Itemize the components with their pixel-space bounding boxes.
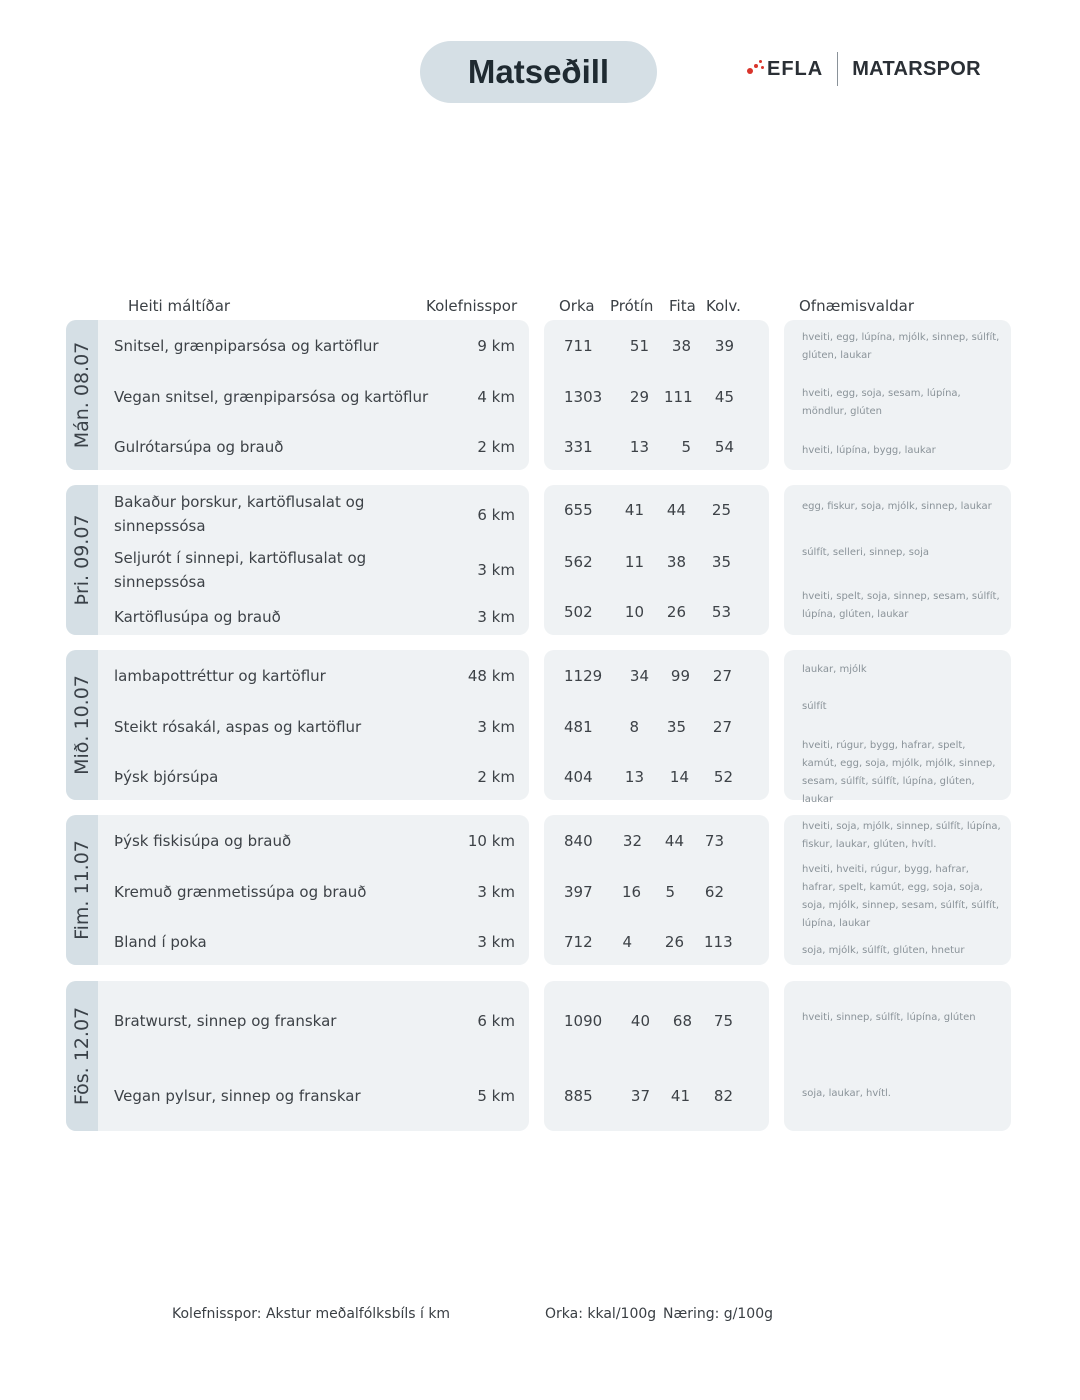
footer-carbon-note: Kolefnisspor: Akstur meðalfólksbíls í km [172, 1306, 451, 1322]
nutrition-block-wed [544, 650, 769, 800]
meal-energy: 655 [564, 501, 593, 519]
brand-logos [745, 52, 981, 86]
day-column [66, 650, 98, 800]
meal-fat: 44 [666, 501, 686, 519]
meal-carbon: 5 km [477, 1087, 515, 1105]
allergen-block-wed [784, 650, 1011, 805]
meal-allergens: hveiti, spelt, soja, sinnep, sesam, súlfít, lúpína, glúten, laukar [802, 591, 1000, 620]
meal-fat: 99 [670, 667, 690, 685]
nutrition-block-mon [544, 320, 769, 470]
meal-protein: 32 [622, 832, 642, 850]
allergen-block-mon [784, 320, 1011, 470]
nutrition-block-fri [544, 981, 769, 1131]
day-label: Mið. 10.07 [71, 675, 93, 775]
meal-fat: 14 [669, 768, 689, 786]
nutrition-block-tue [544, 485, 769, 635]
header-fat: Fita [669, 297, 696, 315]
meal-protein: 11 [624, 553, 644, 571]
meal-energy: 840 [564, 832, 593, 850]
meal-protein: 41 [624, 501, 644, 519]
meal-name: Bland í poka [114, 933, 207, 951]
allergen-block-tue [784, 485, 1011, 635]
meal-carbon: 3 km [477, 933, 515, 951]
meal-carbon: 10 km [467, 832, 515, 850]
meal-fat: 41 [670, 1087, 690, 1105]
page-title: Matseðill [420, 41, 657, 103]
meal-fat: 26 [666, 603, 686, 621]
day-column [66, 485, 98, 635]
day-column [66, 815, 98, 965]
meal-carbon: 3 km [477, 561, 515, 579]
meal-carbs: 27 [712, 667, 732, 685]
meal-name: Kartöflusúpa og brauð [114, 608, 281, 626]
nutrition-block-thu [544, 815, 769, 965]
meal-allergens: súlfít [802, 701, 827, 712]
meal-carbs: 54 [714, 438, 734, 456]
day-block-thu [66, 815, 529, 965]
meal-carbon: 3 km [477, 883, 515, 901]
meal-allergens: laukar, mjólk [802, 664, 867, 675]
matarspor-logo: MATARSPOR [852, 57, 981, 80]
meal-fat: 38 [671, 337, 691, 355]
meal-carbon: 4 km [477, 388, 515, 406]
header-allergens: Ofnæmisvaldar [799, 297, 915, 315]
meal-energy: 331 [564, 438, 593, 456]
meal-protein: 29 [629, 388, 649, 406]
meal-energy: 481 [564, 718, 593, 736]
meal-carbs: 27 [712, 718, 732, 736]
day-block-wed [66, 650, 529, 800]
meal-energy: 711 [564, 337, 593, 355]
meal-fat: 68 [672, 1012, 692, 1030]
meal-fat: 38 [666, 553, 686, 571]
header-protein: Prótín [610, 297, 654, 315]
meal-fat: 44 [664, 832, 684, 850]
meal-protein: 37 [630, 1087, 650, 1105]
meal-protein: 51 [629, 337, 649, 355]
meal-carbon: 6 km [477, 506, 515, 524]
meal-carbon: 3 km [477, 608, 515, 626]
meal-protein: 34 [629, 667, 649, 685]
meal-name: Steikt rósakál, aspas og kartöflur [114, 718, 362, 736]
meal-name: Bakaður þorskur, kartöflusalat og sinnepssósa [114, 493, 365, 535]
meal-protein: 13 [629, 438, 649, 456]
brand-divider [837, 52, 838, 86]
day-label: Fim. 11.07 [71, 840, 93, 940]
day-column [66, 981, 98, 1131]
meal-fat: 5 [665, 883, 675, 901]
meal-carbon: 2 km [477, 768, 515, 786]
meal-carbs: 52 [713, 768, 733, 786]
meal-carbs: 35 [711, 553, 731, 571]
meal-carbon: 9 km [477, 337, 515, 355]
meal-allergens: hveiti, hveiti, rúgur, bygg, hafrar, hafrar, spelt, kamút, egg, soja, soja, soja, mjólk, sinnep, sesam, súlfít, súlfít, lúpína, laukar [802, 864, 1000, 929]
allergen-block-thu [784, 815, 1011, 965]
meal-allergens: soja, laukar, hvítl. [802, 1088, 891, 1099]
meal-allergens: hveiti, sinnep, súlfít, lúpína, glúten [802, 1012, 976, 1023]
meal-carbs: 82 [713, 1087, 733, 1105]
header-meal: Heiti máltíðar [128, 297, 231, 315]
meal-energy: 712 [564, 933, 593, 951]
meal-fat: 26 [664, 933, 684, 951]
meal-carbon: 3 km [477, 718, 515, 736]
meal-energy: 397 [564, 883, 593, 901]
meal-protein: 16 [622, 883, 642, 901]
meal-energy: 885 [564, 1087, 593, 1105]
meal-allergens: egg, fiskur, soja, mjólk, sinnep, laukar [802, 501, 992, 512]
meal-carbs: 113 [704, 933, 733, 951]
meal-allergens: hveiti, egg, soja, sesam, lúpína, möndlur, glúten [802, 388, 961, 417]
meal-protein: 40 [630, 1012, 650, 1030]
meal-name: Gulrótarsúpa og brauð [114, 438, 284, 456]
meal-name: Kremuð grænmetissúpa og brauð [114, 883, 367, 901]
meal-name: Seljurót í sinnepi, kartöflusalat og sinnepssósa [114, 549, 367, 591]
meal-carbon: 2 km [477, 438, 515, 456]
meal-carbon: 48 km [467, 667, 515, 685]
meal-carbs: 25 [711, 501, 731, 519]
meal-allergens: hveiti, rúgur, bygg, hafrar, spelt, kamút, egg, soja, mjólk, mjólk, sinnep, sesam, súlfít, súlfít, lúpína, glúten, laukar [802, 740, 996, 805]
meal-allergens: soja, mjólk, súlfít, glúten, hnetur [802, 945, 965, 956]
day-column [66, 320, 98, 470]
header-carbs: Kolv. [706, 297, 741, 315]
meal-protein: 8 [629, 718, 639, 736]
meal-protein: 10 [624, 603, 644, 621]
meal-fat: 5 [681, 438, 691, 456]
meal-fat: 111 [664, 388, 693, 406]
meal-allergens: hveiti, lúpína, bygg, laukar [802, 445, 936, 456]
day-block-mon [66, 320, 529, 470]
meal-energy: 1303 [564, 388, 603, 406]
footer-energy-units: Orka: kkal/100g [545, 1306, 657, 1322]
meal-allergens: hveiti, egg, lúpína, mjólk, sinnep, súlfít, glúten, laukar [802, 332, 1000, 361]
day-block-tue [66, 485, 529, 635]
header-carbon: Kolefnisspor [426, 297, 518, 315]
meal-energy: 562 [564, 553, 593, 571]
meal-name: lambapottréttur og kartöflur [114, 667, 326, 685]
meal-name: Þýsk fiskisúpa og brauð [114, 832, 292, 850]
meal-protein: 4 [622, 933, 632, 951]
meal-carbs: 73 [704, 832, 724, 850]
meal-energy: 502 [564, 603, 593, 621]
meal-carbs: 75 [713, 1012, 733, 1030]
meal-name: Vegan pylsur, sinnep og franskar [114, 1087, 361, 1105]
meal-name: Þýsk bjórsúpa [114, 768, 219, 786]
meal-energy: 1129 [564, 667, 603, 685]
meal-name: Snitsel, grænpiparsósa og kartöflur [114, 337, 379, 355]
allergen-block-fri [784, 981, 1011, 1131]
header-energy: Orka [559, 297, 595, 315]
meal-carbs: 62 [704, 883, 724, 901]
day-label: Þri. 09.07 [71, 514, 93, 606]
day-block-fri [66, 981, 529, 1131]
meal-carbs: 53 [711, 603, 731, 621]
efla-logo-icon [745, 59, 765, 79]
efla-logo: EFLA [767, 57, 824, 80]
meal-allergens: hveiti, soja, mjólk, sinnep, súlfít, lúpína, fiskur, laukar, glúten, hvítl. [802, 821, 1001, 850]
meal-carbs: 39 [714, 337, 734, 355]
footer-nutrition-units: Næring: g/100g [663, 1306, 774, 1322]
meal-energy: 404 [564, 768, 593, 786]
meal-allergens: súlfít, selleri, sinnep, soja [802, 547, 929, 558]
meal-energy: 1090 [564, 1012, 603, 1030]
meal-name: Vegan snitsel, grænpiparsósa og kartöflur [114, 388, 429, 406]
meal-carbs: 45 [714, 388, 734, 406]
meal-protein: 13 [624, 768, 644, 786]
meal-name: Bratwurst, sinnep og franskar [114, 1012, 337, 1030]
meal-carbon: 6 km [477, 1012, 515, 1030]
day-label: Fös. 12.07 [71, 1006, 93, 1106]
day-label: Mán. 08.07 [71, 341, 93, 449]
meal-fat: 35 [666, 718, 686, 736]
